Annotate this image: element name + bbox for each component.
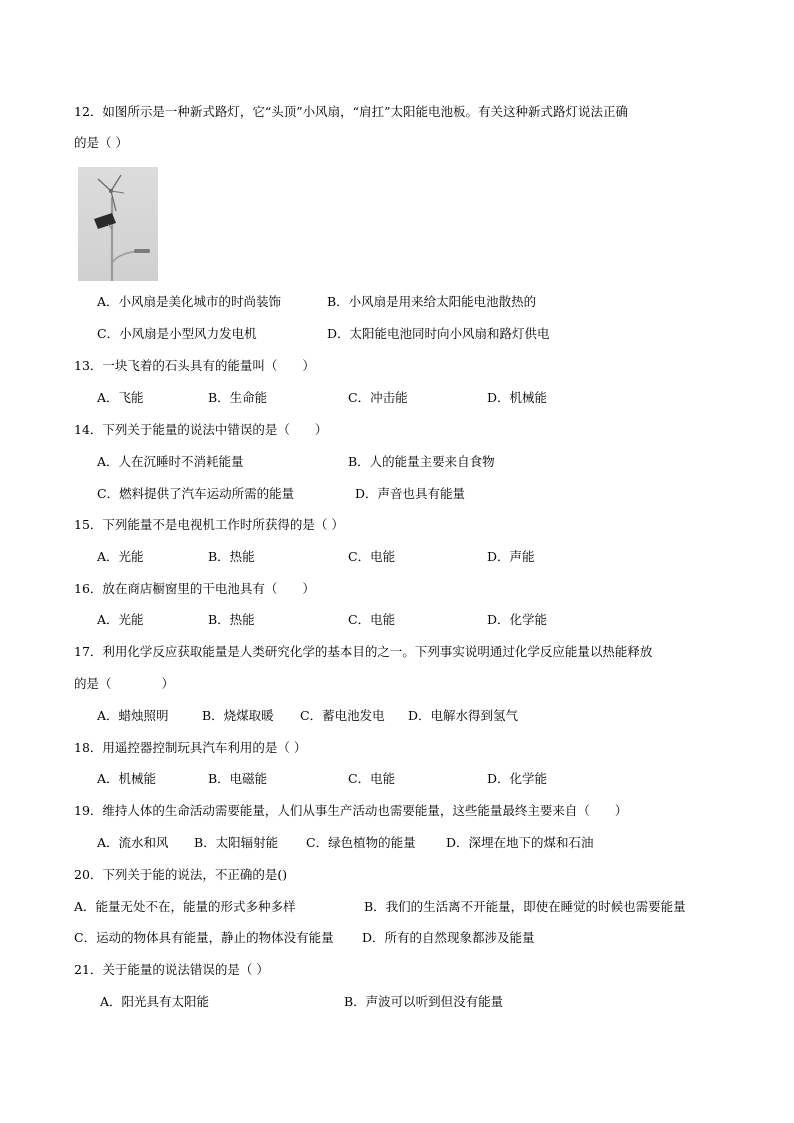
q15-stem: 15．下列能量不是电视机工作时所获得的是（ ） xyxy=(74,517,344,532)
q15-option-d: D．声能 xyxy=(487,549,535,564)
q12-option-b: B．小风扇是用来给太阳能电池散热的 xyxy=(327,294,537,309)
q14-option-b: B．人的能量主要来自食物 xyxy=(348,454,495,469)
q16-option-c: C．电能 xyxy=(348,612,396,627)
q12-stem-line2: 的是（ ） xyxy=(74,135,128,150)
q14-stem: 14．下列关于能量的说法中错误的是（ ） xyxy=(74,422,328,437)
q16-stem: 16．放在商店橱窗里的干电池具有（ ） xyxy=(74,581,315,596)
q13-option-c: C．冲击能 xyxy=(348,390,408,405)
q12-option-c: C．小风扇是小型风力发电机 xyxy=(97,326,257,341)
q19-option-d: D．深埋在地下的煤和石油 xyxy=(446,835,594,850)
q17-option-a: A．蜡烛照明 xyxy=(97,708,169,723)
q16-option-d: D．化学能 xyxy=(487,612,548,627)
q21-option-a: A．阳光具有太阳能 xyxy=(100,994,210,1009)
q16-option-b: B．热能 xyxy=(208,612,255,627)
q18-option-d: D．化学能 xyxy=(487,771,548,786)
q20-option-b: B．我们的生活离不开能量，即使在睡觉的时候也需要能量 xyxy=(364,899,686,914)
q14-option-a: A．人在沉睡时不消耗能量 xyxy=(97,454,244,469)
q18-option-a: A．机械能 xyxy=(97,771,157,786)
street-lamp-illustration xyxy=(78,167,158,281)
q21-stem: 21．关于能量的说法错误的是（ ） xyxy=(74,962,269,977)
q15-option-a: A．光能 xyxy=(97,549,144,564)
q21-option-b: B．声波可以听到但没有能量 xyxy=(344,994,504,1009)
q12-option-a: A．小风扇是美化城市的时尚装饰 xyxy=(97,294,282,309)
q19-option-b: B．太阳辐射能 xyxy=(194,835,279,850)
q14-option-c: C．燃料提供了汽车运动所需的能量 xyxy=(97,486,295,501)
q17-option-b: B．烧煤取暖 xyxy=(202,708,274,723)
q19-stem: 19．维持人体的生命活动需要能量，人们从事生产活动也需要能量，这些能量最终主要来自（ ） xyxy=(74,803,628,818)
q17-option-c: C．蓄电池发电 xyxy=(300,708,385,723)
q13-stem: 13．一块飞着的石头具有的能量叫（ ） xyxy=(74,358,315,373)
q14-option-d: D．声音也具有能量 xyxy=(355,486,466,501)
street-lamp-photo xyxy=(78,167,158,281)
q19-option-a: A．流水和风 xyxy=(97,835,169,850)
q12-option-d: D．太阳能电池同时向小风扇和路灯供电 xyxy=(327,326,550,341)
q13-option-a: A．飞能 xyxy=(97,390,144,405)
q15-option-b: B．热能 xyxy=(208,549,255,564)
q18-stem: 18．用遥控器控制玩具汽车利用的是（ ） xyxy=(74,740,307,755)
q20-stem: 20．下列关于能的说法，不正确的是() xyxy=(74,867,288,882)
q18-option-c: C．电能 xyxy=(348,771,396,786)
q20-option-c: C．运动的物体具有能量，静止的物体没有能量 xyxy=(74,930,334,945)
q17-stem-line2: 的是（ ） xyxy=(74,676,175,691)
q19-option-c: C．绿色植物的能量 xyxy=(306,835,416,850)
q17-stem-line1: 17．利用化学反应获取能量是人类研究化学的基本目的之一。下列事实说明通过化学反应能量以热能释放 xyxy=(74,644,653,659)
q13-option-b: B．生命能 xyxy=(208,390,268,405)
q16-option-a: A．光能 xyxy=(97,612,144,627)
q15-option-c: C．电能 xyxy=(348,549,396,564)
q18-option-b: B．电磁能 xyxy=(208,771,268,786)
q20-option-a: A．能量无处不在，能量的形式多种多样 xyxy=(74,899,296,914)
q20-option-d: D．所有的自然现象都涉及能量 xyxy=(362,930,535,945)
q13-option-d: D．机械能 xyxy=(487,390,548,405)
q12-stem-line1: 12．如图所示是一种新式路灯，它“头顶”小风扇，“肩扛”太阳能电池板。有关这种新式路灯说法正确 xyxy=(74,104,628,119)
q17-option-d: D．电解水得到氢气 xyxy=(408,708,519,723)
